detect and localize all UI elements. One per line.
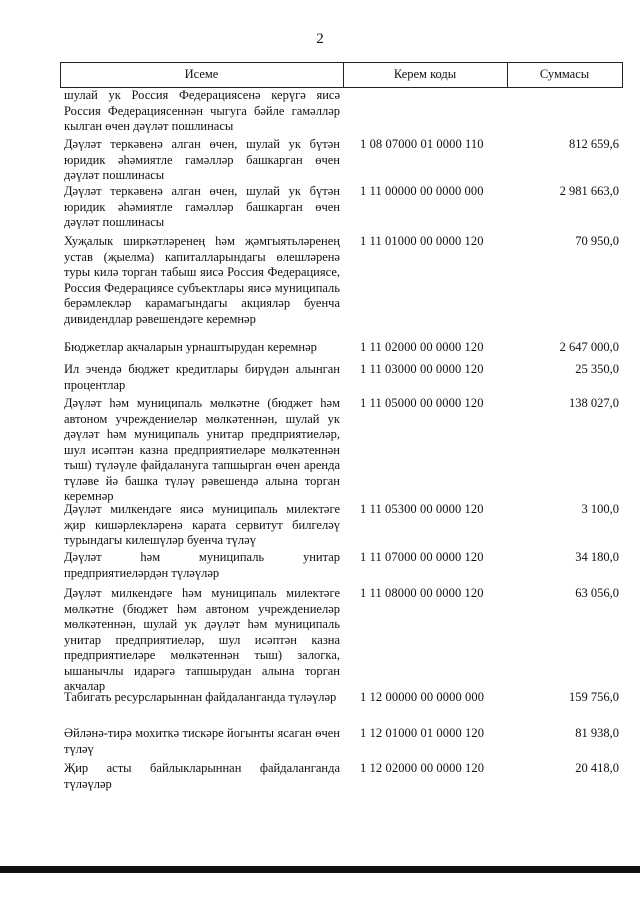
row-code: 1 11 01000 00 0000 120 <box>360 234 484 248</box>
row-sum: 63 056,0 <box>575 586 619 600</box>
scan-bottom-edge <box>0 866 640 873</box>
row-sum: 2 981 663,0 <box>559 184 619 198</box>
row-name: Дәүләт һәм муниципаль мөлкәтне (бюджет һәм автоном учреждениеләр мөлкәтеннән, шулай ук дәүләт һәм муниципаль унитар предприятиеләр, шул исәптән казна предприятиеләре мөлкәтеннән тыш) түләүле файдалануга тапшырган өчен аренда түләве йә башка түләү рәвешендә алына торган керемнәр <box>64 396 340 503</box>
row-name: Дәүләт милкендәге яисә муниципаль милектәге җир кишәрлекләренә карата сервитут билгеләү турындагы килешүләр буенча түләү <box>64 502 340 547</box>
row-code: 1 11 08000 00 0000 120 <box>360 586 484 600</box>
row-code: 1 11 03000 00 0000 120 <box>360 362 484 376</box>
row-code: 1 11 05300 00 0000 120 <box>360 502 484 516</box>
row-sum: 25 350,0 <box>575 362 619 376</box>
row-name: Ил эчендә бюджет кредитлары бирүдән алынган процентлар <box>64 362 340 392</box>
row-sum: 159 756,0 <box>569 690 619 704</box>
row-sum: 2 647 000,0 <box>559 340 619 354</box>
page-number: 2 <box>316 31 324 47</box>
row-sum: 3 100,0 <box>581 502 619 516</box>
row-code: 1 11 00000 00 0000 000 <box>360 184 484 198</box>
row-code: 1 12 01000 01 0000 120 <box>360 726 485 740</box>
row-sum: 34 180,0 <box>575 550 619 564</box>
row-code: 1 11 02000 00 0000 120 <box>360 340 484 354</box>
row-name: Дәүләт теркәвенә алган өчен, шулай ук бүтән юридик әһәмиятле гамәлләр башкарган өчен дәүләт пошлинасы <box>64 184 340 229</box>
row-name: Җир асты байлыкларыннан файдаланганда түләүләр <box>64 761 340 791</box>
row-sum: 81 938,0 <box>575 726 619 740</box>
row-name: Дәүләт милкендәге һәм муниципаль милектәге мөлкәтне (бюджет һәм автоном учреждениеләр мөлкәтеннән, шулай ук дәүләт һәм муниципаль унитар предприятиеләр, шул исәптән казна предприятиеләре мөлкәтеннән тыш) залогка, ышанычлы идарәгә тапшырудан алына торган акчалар <box>64 586 340 693</box>
row-code: 1 08 07000 01 0000 110 <box>360 137 484 151</box>
header-name: Исеме <box>184 67 219 81</box>
header-sum: Суммасы <box>539 67 590 81</box>
row-code: 1 12 00000 00 0000 000 <box>360 690 485 704</box>
row-name: Дәүләт һәм муниципаль унитар предприятиеләрдән түләүләр <box>64 550 340 580</box>
row-name: шулай ук Россия Федерациясенә керүгә яисә Россия Федерациясеннән чыгуга бәйле гамәлләр кылган өчен дәүләт пошлинасы <box>64 88 340 133</box>
row-name: Хуҗалык ширкәтләренең һәм җәмгыятьләренең устав (җыелма) капиталларындагы өлешләренә туры килә торган табыш яисә Россия Федерациясе, Россия Федерациясе субъектлары яисә муниципаль берәмлекләр карамагындагы акцияләр буенча дивидендлар рәвешендәге керемнәр <box>64 234 340 326</box>
header-code: Керем коды <box>393 67 457 81</box>
row-sum: 138 027,0 <box>569 396 619 410</box>
row-code: 1 11 07000 00 0000 120 <box>360 550 484 564</box>
row-name: Бюджетлар акчаларын урнаштырудан керемнәр <box>64 340 317 354</box>
row-sum: 812 659,6 <box>569 137 619 151</box>
row-name: Дәүләт теркәвенә алган өчен, шулай ук бүтән юридик әһәмиятле гамәлләр башкарган өчен дәүләт пошлинасы <box>64 137 340 182</box>
row-sum: 70 950,0 <box>575 234 619 248</box>
row-code: 1 12 02000 00 0000 120 <box>360 761 485 775</box>
row-name: Әйләнә-тирә мохиткә тискәре йогынты ясаган өчен түләү <box>64 726 340 756</box>
row-sum: 20 418,0 <box>575 761 619 775</box>
row-code: 1 11 05000 00 0000 120 <box>360 396 484 410</box>
row-name: Табигать ресурсларыннан файдаланганда түләүләр <box>64 690 337 704</box>
header-right-border <box>622 62 623 88</box>
